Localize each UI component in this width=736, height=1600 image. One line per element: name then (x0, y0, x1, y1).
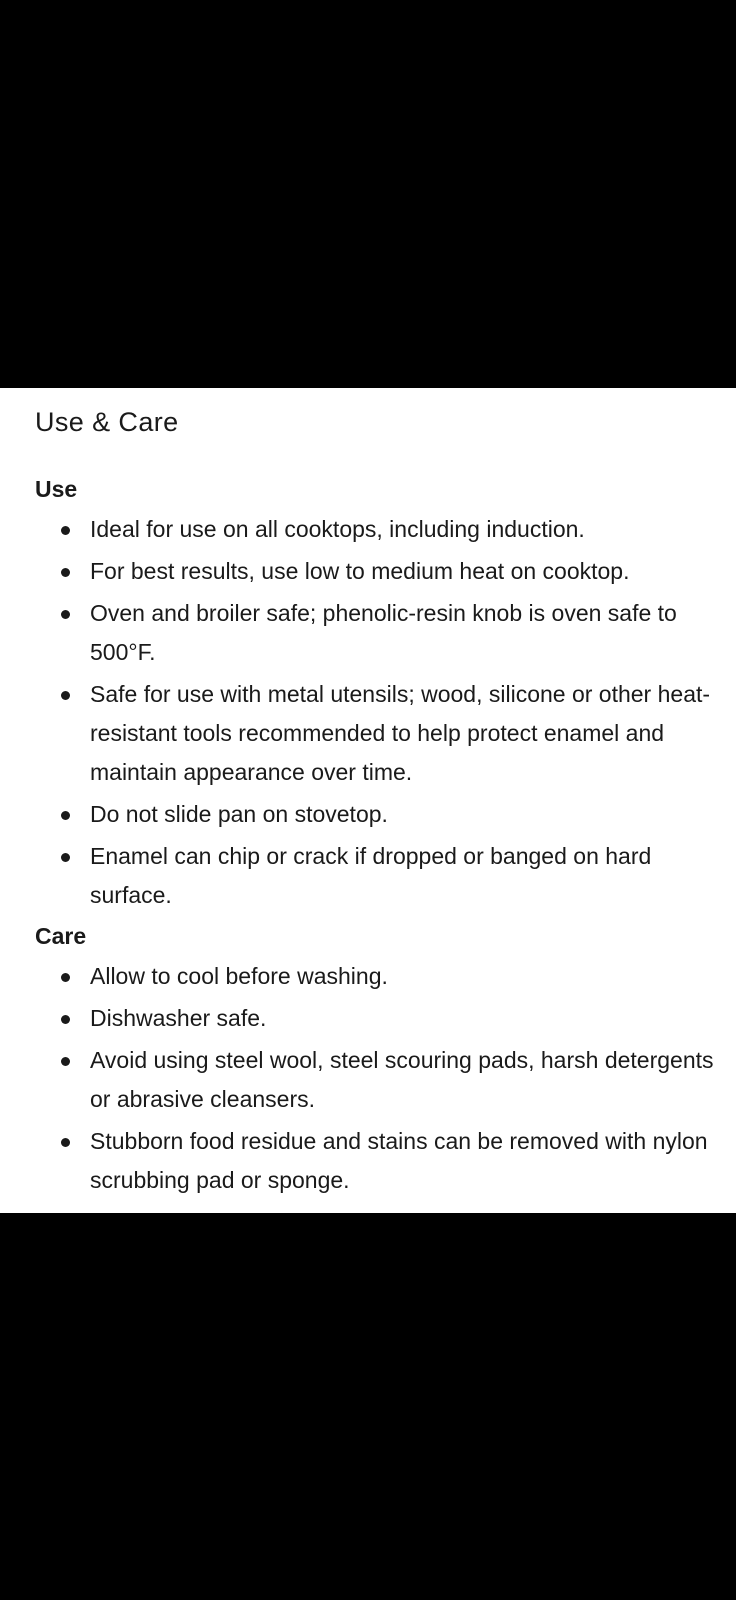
list-item-text: Allow to cool before washing. (90, 963, 388, 989)
bullet-icon (61, 973, 70, 982)
list-item (35, 510, 714, 549)
bullet-icon (61, 853, 70, 862)
list-item-text: Oven and broiler safe; phenolic-resin knob is oven safe to 500°F. (90, 600, 677, 665)
list-item-text: Enamel can chip or crack if dropped or banged on hard surface. (90, 843, 652, 908)
list-item-text: Stubborn food residue and stains can be removed with nylon scrubbing pad or sponge. (90, 1128, 708, 1193)
list-item-text: Ideal for use on all cooktops, including induction. (90, 516, 585, 542)
list-item (35, 837, 714, 915)
list-item (35, 1122, 714, 1200)
section-title: Use & Care (35, 407, 179, 437)
list-item (35, 552, 714, 591)
list-item (35, 675, 714, 792)
list-item (35, 594, 714, 672)
use-list (35, 510, 714, 915)
list-item (35, 795, 714, 834)
list-item-text: Safe for use with metal utensils; wood, silicone or other heat-resistant tools recommended to help protect enamel and maintain appearance over time. (90, 681, 711, 785)
list-item-text: For best results, use low to medium heat on cooktop. (90, 558, 630, 584)
use-and-care-panel (0, 388, 736, 1213)
list-item (35, 1041, 714, 1119)
bullet-icon (61, 526, 70, 535)
list-item (35, 999, 714, 1038)
care-list (35, 957, 714, 1200)
list-item-text: Dishwasher safe. (90, 1005, 267, 1031)
bullet-icon (61, 811, 70, 820)
care-heading: Care (35, 923, 87, 949)
bullet-icon (61, 568, 70, 577)
bullet-icon (61, 1057, 70, 1066)
bullet-icon (61, 1138, 70, 1147)
bullet-icon (61, 1015, 70, 1024)
bullet-icon (61, 610, 70, 619)
top-letterbox (0, 0, 736, 388)
list-item (35, 957, 714, 996)
use-heading: Use (35, 476, 78, 502)
bottom-letterbox (0, 1213, 736, 1600)
list-item-text: Avoid using steel wool, steel scouring pads, harsh detergents or abrasive cleansers. (90, 1047, 714, 1112)
bullet-icon (61, 691, 70, 700)
list-item-text: Do not slide pan on stovetop. (90, 801, 388, 827)
